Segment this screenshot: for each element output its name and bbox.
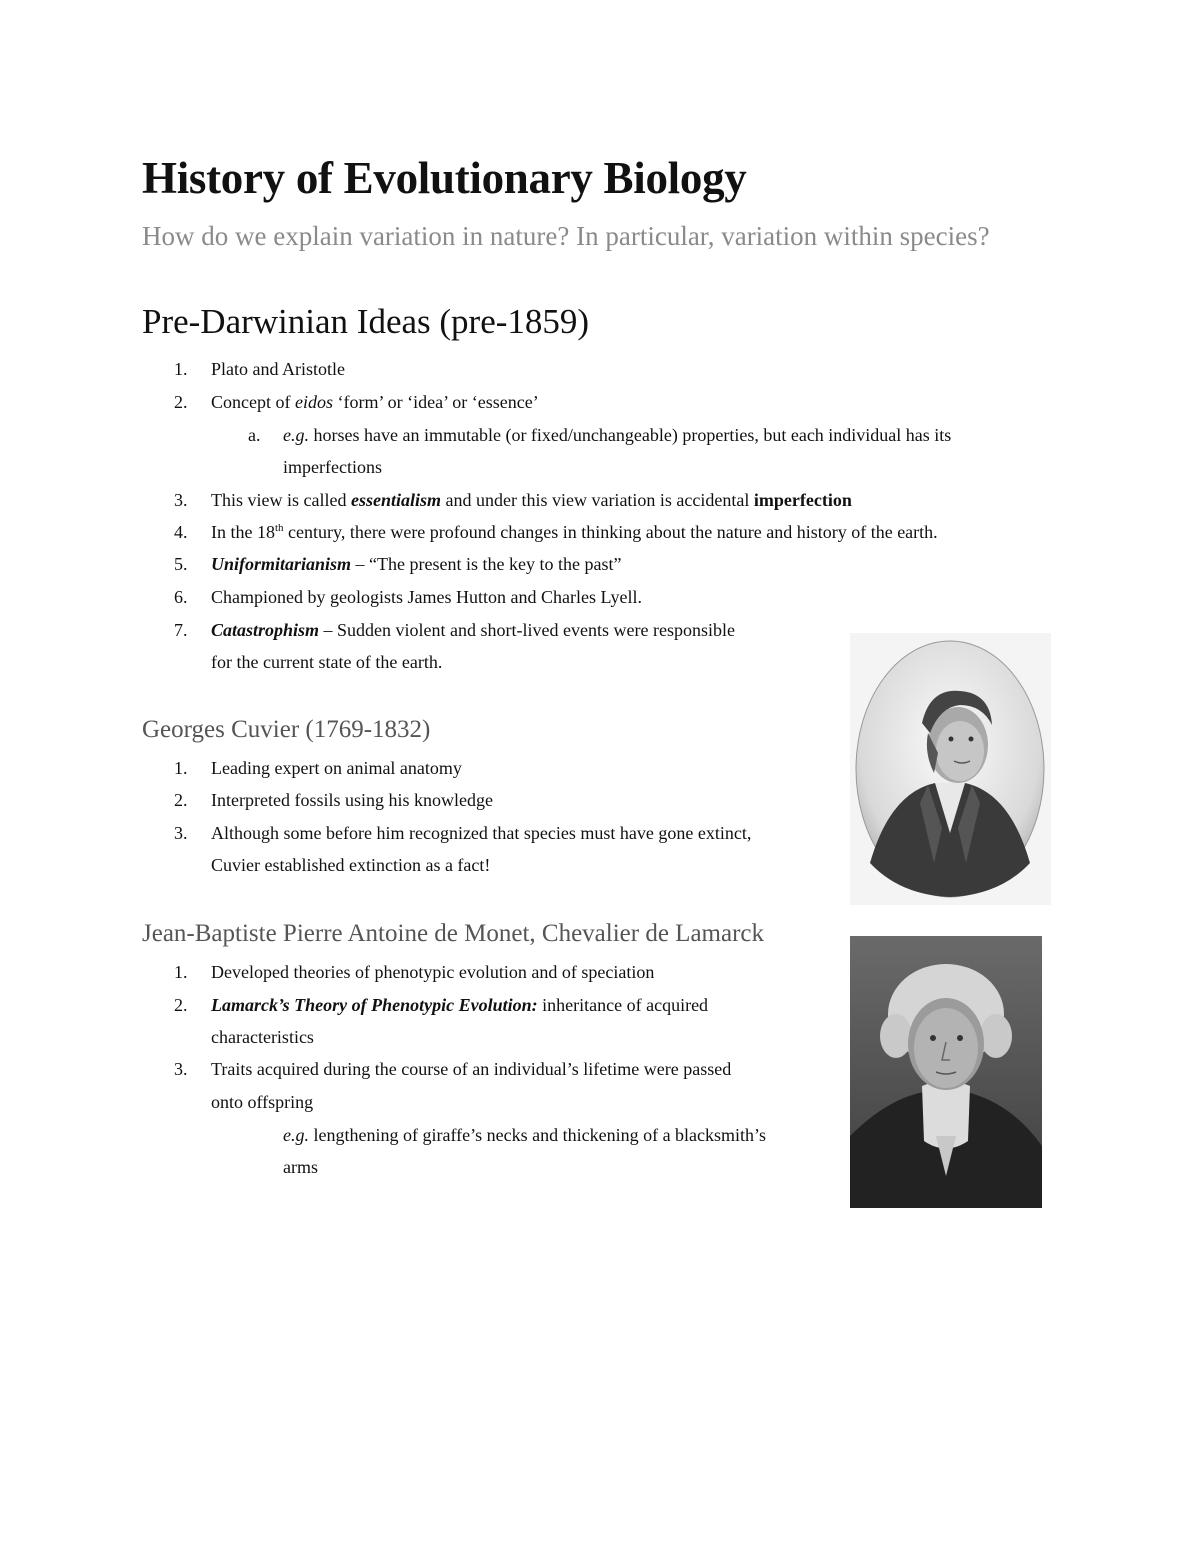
page-subtitle: How do we explain variation in nature? In particular, variation within species? [142, 221, 990, 251]
list-item: Championed by geologists James Hutton and Charles Lyell. [211, 587, 642, 607]
list-item: This view is called essentialism and under this view variation is accidental imperfection [211, 490, 852, 510]
list-item: Developed theories of phenotypic evolution and of speciation [211, 962, 655, 982]
list-number: 4. [174, 522, 188, 542]
lamarck-portrait-image [850, 936, 1042, 1208]
example-line-continued: arms [283, 1157, 318, 1177]
list-item: Plato and Aristotle [211, 359, 345, 379]
list-number: 2. [174, 790, 188, 810]
section-heading-cuvier: Georges Cuvier (1769-1832) [142, 716, 431, 743]
list-item-continued: Cuvier established extinction as a fact! [211, 855, 491, 875]
list-item: Uniformitarianism – “The present is the key to the past” [211, 554, 622, 574]
list-number: 2. [174, 995, 188, 1015]
list-item: Interpreted fossils using his knowledge [211, 790, 493, 810]
list-item: Lamarck’s Theory of Phenotypic Evolution: inheritance of acquired [211, 995, 709, 1015]
list-number: 1. [174, 359, 188, 379]
list-item-continued: for the current state of the earth. [211, 652, 443, 672]
cuvier-portrait-image [850, 633, 1051, 905]
list-number: 3. [174, 1059, 188, 1079]
list-subletter: a. [248, 425, 261, 445]
list-number: 2. [174, 392, 188, 412]
list-item: Leading expert on animal anatomy [211, 758, 462, 778]
list-item: In the 18th century, there were profound changes in thinking about the nature and history of the earth. [211, 522, 938, 542]
list-item-continued: characteristics [211, 1027, 314, 1047]
list-number: 3. [174, 823, 188, 843]
list-number: 1. [174, 962, 188, 982]
page-title: History of Evolutionary Biology [142, 153, 747, 203]
list-number: 5. [174, 554, 188, 574]
list-subitem-continued: imperfections [283, 457, 382, 477]
list-item-continued: onto offspring [211, 1092, 314, 1112]
list-item: Although some before him recognized that species must have gone extinct, [211, 823, 752, 843]
list-number: 6. [174, 587, 188, 607]
list-number: 1. [174, 758, 188, 778]
list-item: Traits acquired during the course of an individual’s lifetime were passed [211, 1059, 732, 1079]
section-heading-pre-darwinian: Pre-Darwinian Ideas (pre-1859) [142, 302, 590, 341]
section-heading-lamarck: Jean-Baptiste Pierre Antoine de Monet, Chevalier de Lamarck [142, 920, 765, 947]
list-subitem: e.g. horses have an immutable (or fixed/unchangeable) properties, but each individual has its [283, 425, 952, 445]
list-number: 3. [174, 490, 188, 510]
example-line: e.g. lengthening of giraffe’s necks and thickening of a blacksmith’s [283, 1125, 767, 1145]
list-item: Concept of eidos ‘form’ or ‘idea’ or ‘essence’ [211, 392, 539, 412]
list-item: Catastrophism – Sudden violent and short-lived events were responsible [211, 620, 735, 640]
list-number: 7. [174, 620, 188, 640]
